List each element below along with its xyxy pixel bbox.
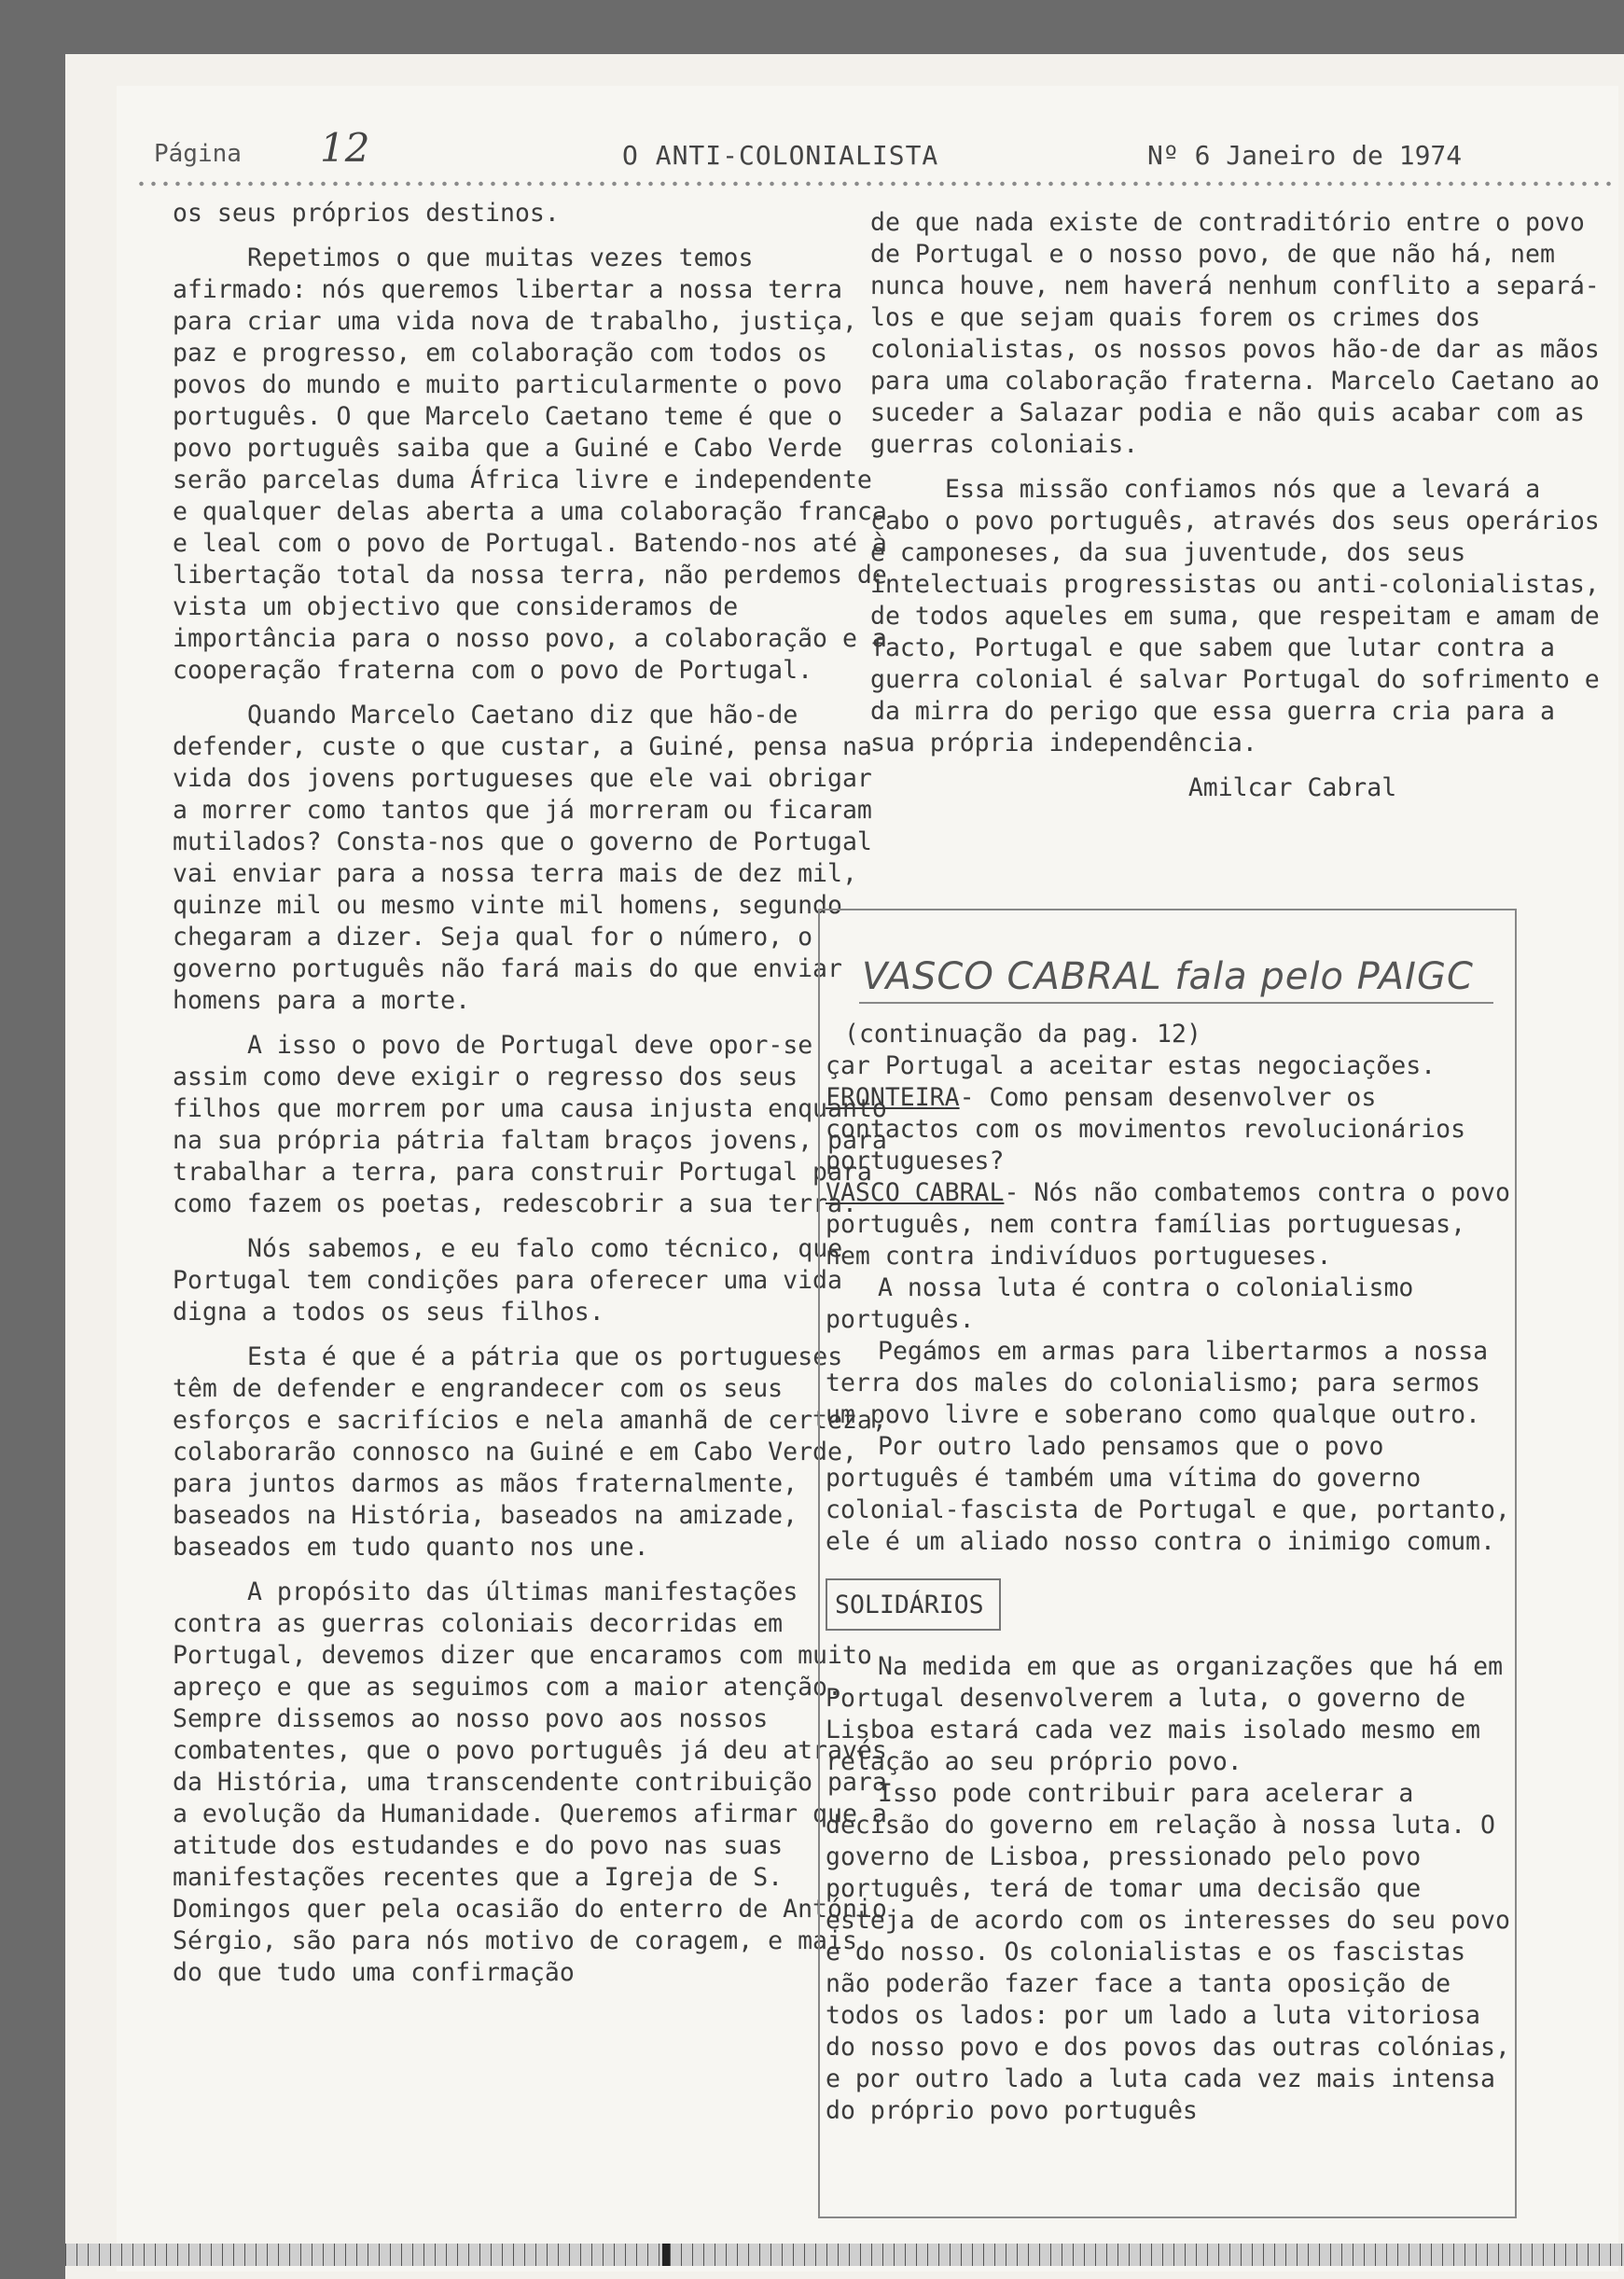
answer-text: - Nós não combatemos contra o povo português, nem contra famílias portuguesas, nem contra indivíduos portugueses. [826, 1178, 1510, 1271]
ruler-ticks [65, 2244, 1624, 2266]
paragraph: çar Portugal a aceitar estas negociações. [826, 1051, 1437, 1080]
paragraph: Nós sabemos, e eu falo como técnico, que Portugal tem condições para oferecer uma vida digna a todos os seus filhos. [173, 1234, 843, 1327]
paragraph: A nossa luta é contra o colonialismo português. [826, 1273, 1414, 1334]
question [826, 1082, 1511, 1177]
paragraph: A propósito das últimas manifestações contra as guerras coloniais decorridas em Portugal, devemos dizer que encaramos com muito apreço e que as seguimos com a maior atenção. Sempre dissemos ao nosso povo aos nossos combatentes, que o povo português já deu através da História, uma transcendente contribuição para a evolução da Humanidade. Queremos afirmar que a atitude dos estudandes e do povo nas suas manifestações recentes que a Igreja de S. Domingos quer pela ocasião do enterro de António Sérgio, são para nós motivo de coragem, e mais do que tudo uma confirmação [173, 1577, 887, 1987]
question-text: - Como pensam desenvolver os contactos com os movimentos revolucionários portugueses? [826, 1083, 1466, 1175]
paragraph: A isso o povo de Portugal deve opor-se assim como deve exigir o regresso dos seus filhos que morrem por uma causa injusta enquanto na sua própria pátria faltam braços jovens, para trabalhar a terra, para construir Portugal para como fazem os poetas, redescobrir a sua terra. [173, 1031, 887, 1218]
dotted-divider [135, 179, 1618, 188]
interviewer-label: FRONTEIRA [826, 1083, 960, 1112]
paragraph: Isso pode contribuir para acelerar a decisão do governo em relação à nossa luta. O governo de Lisboa, pressionado pelo povo português, terá de tomar uma decisão que esteja de acordo com os interesses do seu povo e do nosso. Os colonialistas e os fascistas não poderão fazer face a tanta oposição de todos os lados: por um lado a luta vitoriosa do nosso povo e dos povos das outras colónias, e por outro lado a luta cada vez mais intensa do próprio povo português [826, 1779, 1510, 2125]
interviewee-label: VASCO CABRAL [826, 1178, 1005, 1207]
box-body [826, 1019, 1511, 2127]
interview-box [818, 909, 1517, 2218]
continuation-note: (continuação da pag. 12) [844, 1020, 1201, 1049]
left-column [173, 198, 900, 2002]
paragraph: Quando Marcelo Caetano diz que hão-de defender, custe o que custar, a Guiné, pensa na vida dos jovens portugueses que ele vai obrigar a morrer como tantos que já morreram ou ficaram mutilados? Consta-nos que o governo de Portugal vai enviar para a nossa terra mais de dez mil, quinze mil ou mesmo vinte mil homens, segundo chegaram a dizer. Seja qual for o número, o governo português não fará mais do que enviar homens para a morte. [173, 701, 872, 1015]
paragraph: Essa missão confiamos nós que a levará a cabo o povo português, através dos seus operários e camponeses, da sua juventude, dos seus intelectuais progressistas ou anti-colonialistas, de todos aqueles em suma, que respeitam e amam de facto, Portugal e que sabem que lutar contra a guerra colonial é salvar Portugal do sofrimento e da mirra do perigo que essa guerra cria para a sua própria independência. [870, 475, 1600, 757]
color-ruler [65, 2244, 1624, 2266]
paragraph: Por outro lado pensamos que o povo português é também uma vítima do governo colonial-fascista de Portugal e que, portanto, ele é um aliado nosso contra o inimigo comum. [826, 1432, 1510, 1556]
paragraph: Esta é que é a pátria que os portugueses têm de defender e engrandecer com os seus esforços e sacrifícios e nela amanhã de certeza, colaborarão connosco na Guiné e em Cabo Verde, para juntos darmos as mãos fraternalmente, baseados na História, baseados na amizade, baseados em tudo quanto nos une. [173, 1342, 887, 1562]
ruler-mark [662, 2244, 670, 2266]
answer [826, 1177, 1511, 1272]
publication-title: O ANTI-COLONIALISTA [622, 140, 939, 171]
signature: Amilcar Cabral [1187, 773, 1397, 802]
right-column [870, 207, 1603, 817]
paragraph: Na medida em que as organizações que há em Portugal desenvolverem a luta, o governo de Lisboa estará cada vez mais isolado mesmo em relação ao seu próprio povo. [826, 1652, 1504, 1776]
page-header [117, 86, 1618, 171]
paragraph: Repetimos o que muitas vezes temos afirmado: nós queremos libertar a nossa terra para criar uma vida nova de trabalho, justiça, paz e progresso, em colaboração com todos os povos do mundo e muito particularmente o povo português. O que Marcelo Caetano teme é que o povo português saiba que a Guiné e Cabo Verde serão parcelas duma África livre e independente e qualquer delas aberta a uma colaboração franca e leal com o povo de Portugal. Batendo-nos até à libertação total da nossa terra, não perdemos de vista um objectivo que consideramos de importância para o nosso povo, a colaboração e a cooperação fraterna com o povo de Portugal. [173, 243, 887, 685]
page-label: Página [154, 140, 242, 168]
page-number: 12 [320, 125, 370, 171]
section-heading: SOLIDÁRIOS [826, 1578, 1001, 1631]
document-sheet [65, 54, 1624, 2279]
title-rule [859, 1002, 1493, 1004]
box-title: VASCO CABRAL fala pelo PAIGC [862, 955, 1474, 998]
newspaper-page [117, 86, 1618, 2272]
paragraph: Pegámos em armas para libertarmos a nossa terra dos males do colonialismo; para sermos um povo livre e soberano como qualque outro. [826, 1337, 1489, 1429]
paragraph: os seus próprios destinos. [173, 199, 560, 228]
issue-date: Nº 6 Janeiro de 1974 [1147, 140, 1463, 171]
paragraph: de que nada existe de contraditório entre o povo de Portugal e o nosso povo, de que não há, nem nunca houve, nem haverá nenhum conflito a separá-los e que sejam quais forem os crimes dos colonialistas, os nossos povos hão-de dar as mãos para uma colaboração fraterna. Marcelo Caetano ao suceder a Salazar podia e não quis acabar com as guerras coloniais. [870, 208, 1600, 459]
